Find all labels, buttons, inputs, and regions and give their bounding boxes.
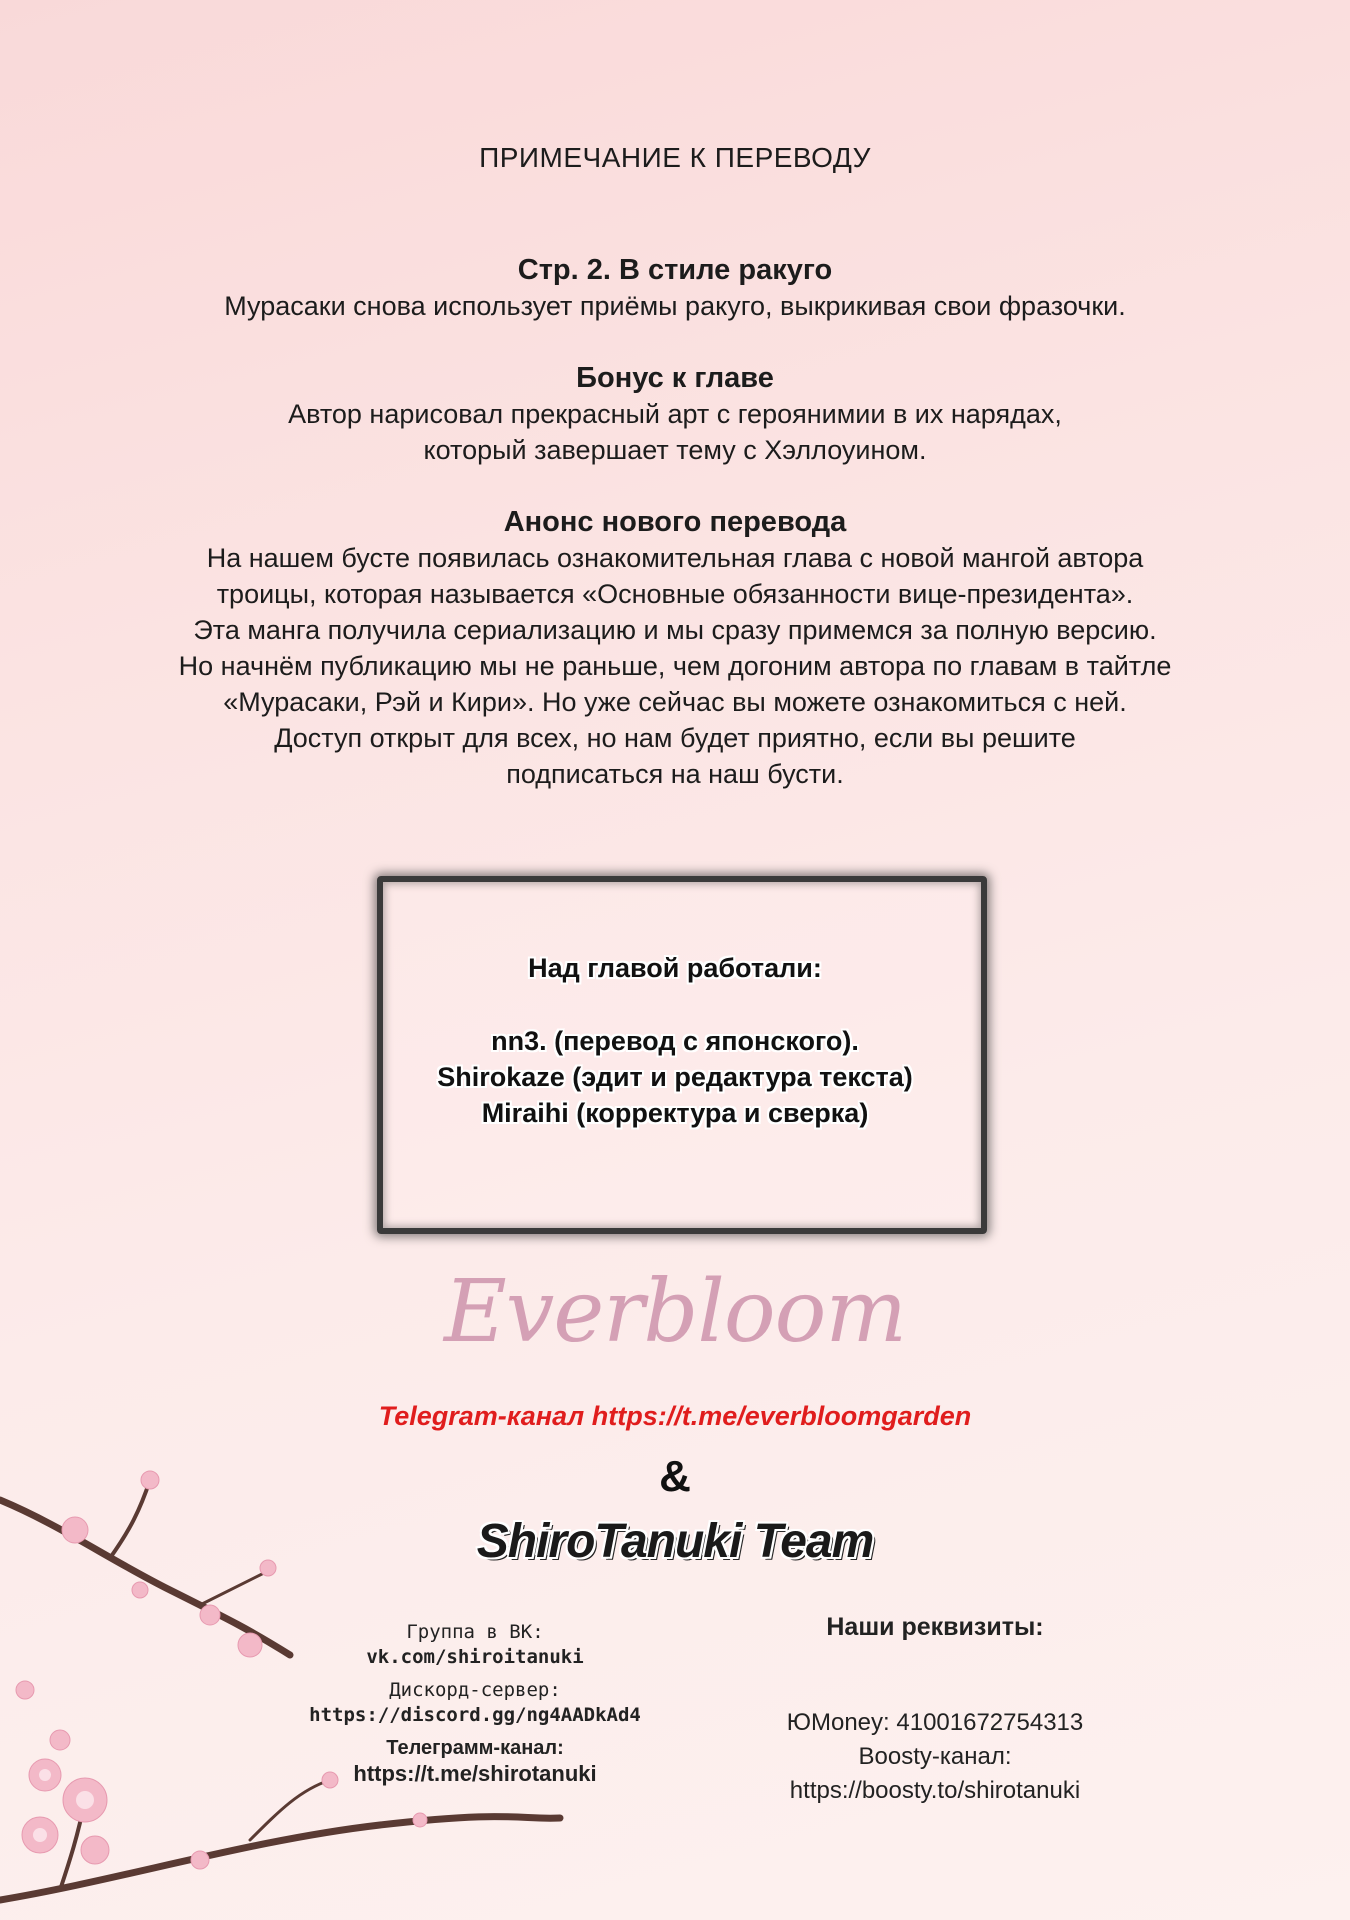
details-heading: Наши реквизиты: xyxy=(826,1613,1044,1641)
credit-line: nn3. (перевод с японского). xyxy=(491,1026,859,1056)
section-line: который завершает тему с Хэллоуином. xyxy=(423,435,927,465)
section-heading: Анонс нового перевода xyxy=(503,506,847,538)
section-heading: Бонус к главе xyxy=(576,362,774,394)
discord-link[interactable]: https://discord.gg/ng4AADkAd4 xyxy=(309,1704,641,1726)
yoomoney-account: ЮMoney: 41001672754313 xyxy=(786,1709,1084,1736)
section-line: Эта манга получила сериализацию и мы сразу примемся за полную версию. xyxy=(193,615,1157,645)
section-line: Доступ открыт для всех, но нам будет приятно, если вы решите xyxy=(274,723,1076,753)
section-line: Но начнём публикацию мы не раньше, чем догоним автора по главам в тайтле xyxy=(178,651,1172,681)
credit-line: Shirokaze (эдит и редактура текста) xyxy=(437,1062,913,1092)
boosty-link[interactable]: https://boosty.to/shirotanuki xyxy=(789,1777,1081,1804)
section-line: «Мурасаки, Рэй и Кири». Но уже сейчас вы можете ознакомиться с ней. xyxy=(223,687,1127,717)
telegram-channel-link[interactable]: Telegram-канал https://t.me/everbloomgarden xyxy=(378,1401,972,1431)
ampersand: & xyxy=(659,1452,691,1501)
details-block xyxy=(760,1610,1110,1808)
everbloom-logo: Everbloom xyxy=(443,1262,907,1362)
section-announcement xyxy=(0,504,1350,792)
boosty-label: Boosty-канал: xyxy=(858,1743,1012,1770)
section-line: Автор нарисовал прекрасный арт с героянимии в их нарядах, xyxy=(288,399,1062,429)
telegram-label: Телеграмм-канал: xyxy=(386,1737,564,1759)
contacts-block xyxy=(270,1620,680,1786)
section-bonus xyxy=(0,360,1350,468)
discord-label: Дискорд-сервер: xyxy=(389,1679,561,1701)
credit-line: Miraihi (корректура и сверка) xyxy=(481,1098,869,1128)
section-heading: Стр. 2. В стиле ракуго xyxy=(517,254,833,286)
vk-link[interactable]: vk.com/shiroitanuki xyxy=(366,1646,584,1668)
section-line: троицы, которая называется «Основные обязанности вице-президента». xyxy=(216,579,1134,609)
team-logo: ShiroTanuki Team xyxy=(476,1515,874,1568)
telegram-link[interactable]: https://t.me/shirotanuki xyxy=(353,1761,597,1786)
credits-list xyxy=(0,1023,1350,1131)
credits-heading: Над главой работали: xyxy=(528,953,822,983)
section-line: Мурасаки снова использует приёмы ракуго, выкрикивая свои фразочки. xyxy=(224,291,1126,321)
page-title: ПРИМЕЧАНИЕ К ПЕРЕВОДУ xyxy=(479,142,871,173)
section-line: На нашем бусте появилась ознакомительная глава с новой мангой автора xyxy=(206,543,1144,573)
section-line: подписаться на наш бусти. xyxy=(506,759,844,789)
section-rakugo xyxy=(0,252,1350,324)
vk-label: Группа в ВК: xyxy=(406,1621,544,1643)
